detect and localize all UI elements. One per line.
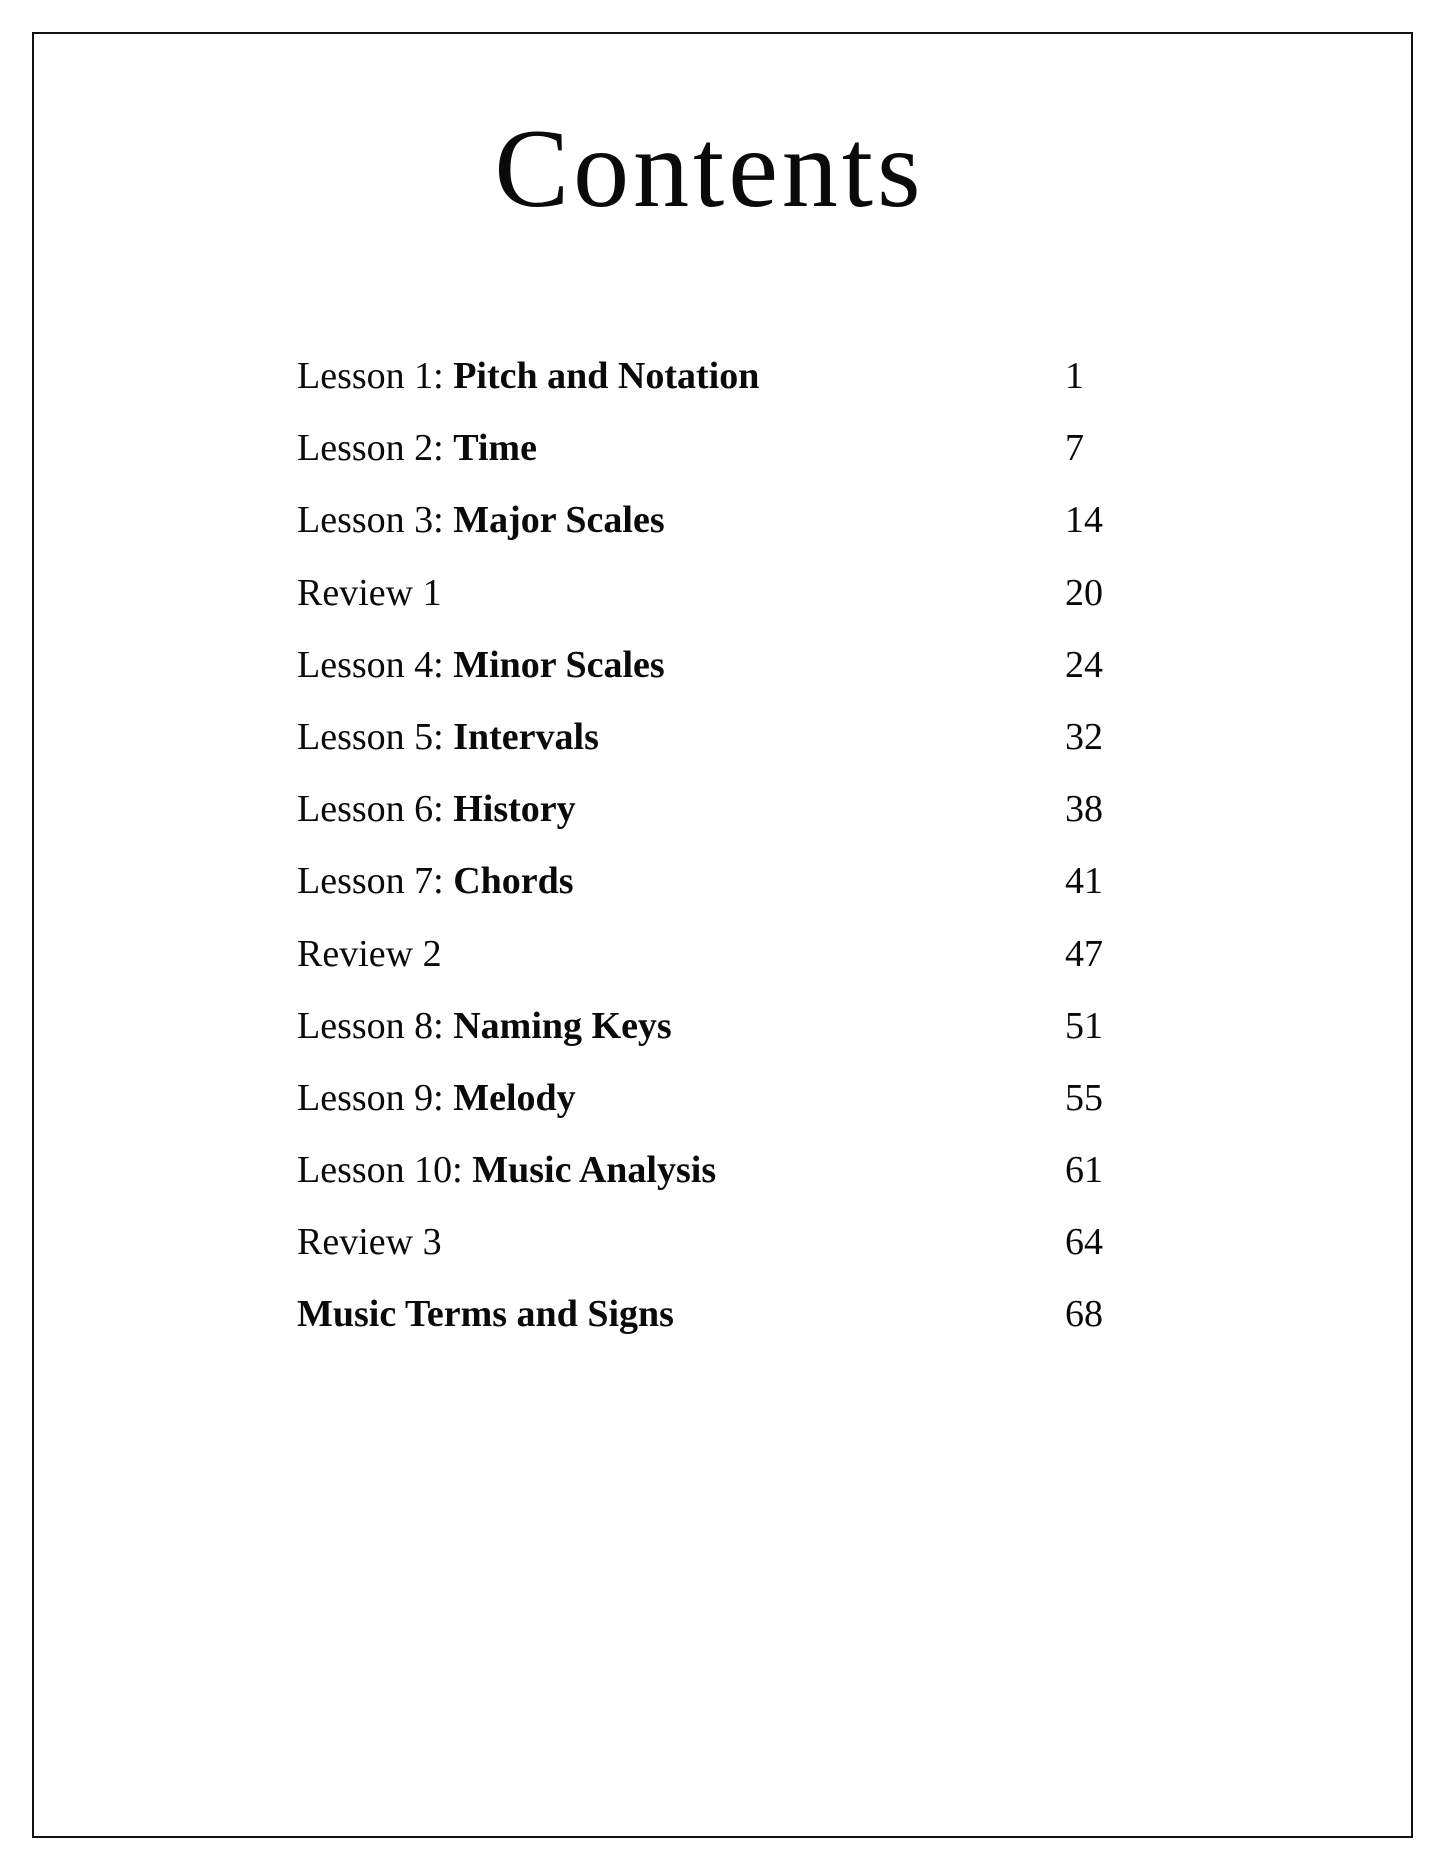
toc-entry-label	[297, 855, 574, 907]
toc-entry-lesson-4[interactable]	[297, 639, 1197, 711]
toc-entry-page-number: 51	[1065, 1004, 1103, 1047]
toc-entry-prefix: Lesson 6:	[297, 788, 454, 831]
toc-entry-prefix: Lesson 1:	[297, 355, 454, 397]
toc-entry-label	[297, 1072, 576, 1124]
toc-entry-review-2[interactable]	[297, 928, 1197, 1000]
toc-entry-lesson-3[interactable]	[297, 494, 1197, 566]
toc-entry-lesson-7[interactable]	[297, 855, 1197, 927]
toc-entry-lesson-10[interactable]	[297, 1144, 1197, 1216]
toc-entry-label	[297, 1144, 716, 1196]
toc-entry-page-number: 32	[1065, 715, 1103, 758]
toc-entry-prefix: Lesson 3:	[297, 499, 454, 542]
toc-entry-prefix: Lesson 9:	[297, 1076, 454, 1119]
toc-entry-lesson-6[interactable]	[297, 783, 1197, 855]
toc-entry-title: Melody	[453, 1076, 576, 1119]
toc-entry-title: Naming Keys	[453, 1004, 672, 1047]
toc-entry-prefix: Review 3	[297, 1221, 442, 1264]
toc-entry-page-number: 20	[1065, 571, 1103, 614]
toc-entry-title: Pitch and Notation	[453, 355, 760, 397]
toc-entry-label	[297, 1288, 674, 1340]
toc-entry-page-number: 1	[1065, 355, 1084, 397]
toc-entry-title: Intervals	[453, 715, 599, 758]
toc-entry-title: History	[453, 788, 576, 831]
page-title: Contents	[494, 107, 925, 231]
toc-entry-prefix: Review 1	[297, 571, 442, 614]
toc-entry-page-number: 64	[1065, 1221, 1103, 1264]
toc-entry-label	[297, 422, 537, 474]
toc-entry-page-number: 61	[1065, 1149, 1103, 1192]
toc-entry-lesson-8[interactable]	[297, 1000, 1197, 1072]
toc-entry-label	[297, 928, 442, 980]
toc-entry-lesson-5[interactable]	[297, 711, 1197, 783]
toc-entry-page-number: 24	[1065, 643, 1103, 686]
toc-entry-label	[297, 639, 665, 691]
toc-entry-page-number: 14	[1065, 499, 1103, 542]
toc-entry-prefix: Lesson 8:	[297, 1004, 454, 1047]
toc-entry-prefix: Review 2	[297, 932, 442, 975]
toc-entry-title: Time	[453, 427, 537, 470]
toc-entry-lesson-9[interactable]	[297, 1072, 1197, 1144]
toc-entry-label	[297, 350, 759, 402]
toc-entry-lesson-2[interactable]	[297, 422, 1197, 494]
toc-entry-page-number: 55	[1065, 1076, 1103, 1119]
toc-entry-prefix: Lesson 4:	[297, 643, 454, 686]
toc-entry-review-3[interactable]	[297, 1216, 1197, 1288]
toc-entry-label	[297, 783, 576, 835]
toc-entry-prefix: Lesson 2:	[297, 427, 454, 470]
toc-entry-label	[297, 711, 599, 763]
toc-entry-label	[297, 1216, 442, 1268]
toc-entry-title: Music Analysis	[472, 1149, 717, 1192]
toc-entry-review-1[interactable]	[297, 567, 1197, 639]
toc-entry-title: Music Terms and Signs	[297, 1293, 674, 1336]
toc-entry-page-number: 47	[1065, 932, 1103, 975]
toc-entry-title: Minor Scales	[453, 643, 665, 686]
table-of-contents	[297, 350, 1197, 1361]
toc-entry-page-number: 38	[1065, 788, 1103, 831]
toc-entry-prefix: Lesson 5:	[297, 715, 454, 758]
toc-entry-prefix: Lesson 10:	[297, 1149, 473, 1192]
toc-entry-lesson-1[interactable]	[297, 350, 1197, 422]
toc-entry-music-terms-and-signs[interactable]	[297, 1288, 1197, 1360]
toc-entry-page-number: 7	[1065, 427, 1084, 470]
toc-entry-page-number: 68	[1065, 1293, 1103, 1336]
toc-entry-page-number: 41	[1065, 860, 1103, 903]
toc-entry-label	[297, 1000, 672, 1052]
toc-entry-prefix: Lesson 7:	[297, 860, 454, 903]
toc-entry-title: Chords	[453, 860, 574, 903]
toc-entry-title: Major Scales	[453, 499, 665, 542]
toc-entry-label	[297, 494, 665, 546]
toc-entry-label	[297, 567, 442, 619]
